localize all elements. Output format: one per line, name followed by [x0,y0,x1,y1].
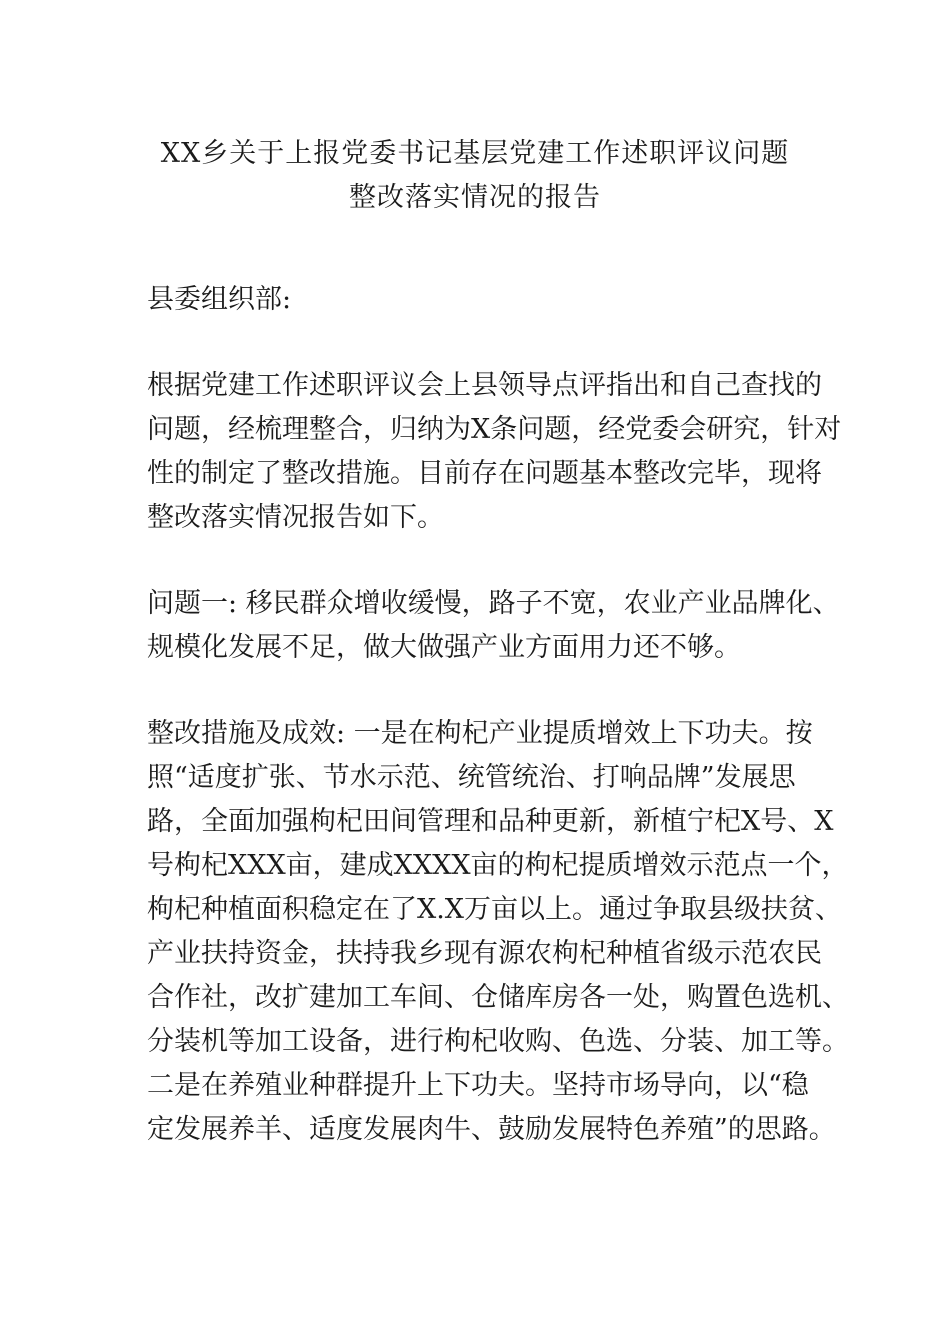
paragraph-line: 问题，经梳理整合，归纳为X条问题，经党委会研究，针对 [147,414,842,445]
paragraph-line: 二是在养殖业种群提升上下功夫。坚持市场导向，以“稳 [147,1070,809,1101]
paragraph-line: 定发展养羊、适度发展肉牛、鼓励发展特色养殖”的思路。 [147,1114,836,1145]
paragraph-line: 照“适度扩张、节水示范、统管统治、打响品牌”发展思 [147,762,796,793]
salutation: 县委组织部: [147,284,292,315]
paragraph-line: 产业扶持资金，扶持我乡现有源农枸杞种植省级示范农民 [147,938,822,969]
title-line-1: XX乡关于上报党委书记基层党建工作述职评议问题 [160,138,790,169]
paragraph-line: 分装机等加工设备，进行枸杞收购、色选、分装、加工等。 [147,1026,849,1057]
paragraph-problem-one [147,582,840,670]
paragraph-line: 根据党建工作述职评议会上县领导点评指出和自己查找的 [147,370,822,401]
paragraph-line: 整改措施及成效: 一是在枸杞产业提质增效上下功夫。按 [147,718,813,749]
paragraph-measures [147,712,849,1152]
paragraph-line: 问题一: 移民群众增收缓慢，路子不宽，农业产业品牌化、 [147,588,840,619]
paragraph-line: 合作社，改扩建加工车间、仓储库房各一处，购置色选机、 [147,982,849,1013]
document-title [0,132,950,220]
paragraph-intro [147,364,842,540]
paragraph-line: 性的制定了整改措施。目前存在问题基本整改完毕，现将 [147,458,822,489]
paragraph-line: 规模化发展不足，做大做强产业方面用力还不够。 [147,632,741,663]
paragraph-line: 号枸杞XXX亩，建成XXXX亩的枸杞提质增效示范点一个， [147,850,849,881]
paragraph-line: 枸杞种植面积稳定在了X.X万亩以上。通过争取县级扶贫、 [147,894,843,925]
paragraph-line: 路，全面加强枸杞田间管理和品种更新，新植宁杞X号、X [147,806,834,837]
paragraph-line: 整改落实情况报告如下。 [147,502,444,533]
title-line-2: 整改落实情况的报告 [349,182,601,213]
document-body [147,278,849,1152]
